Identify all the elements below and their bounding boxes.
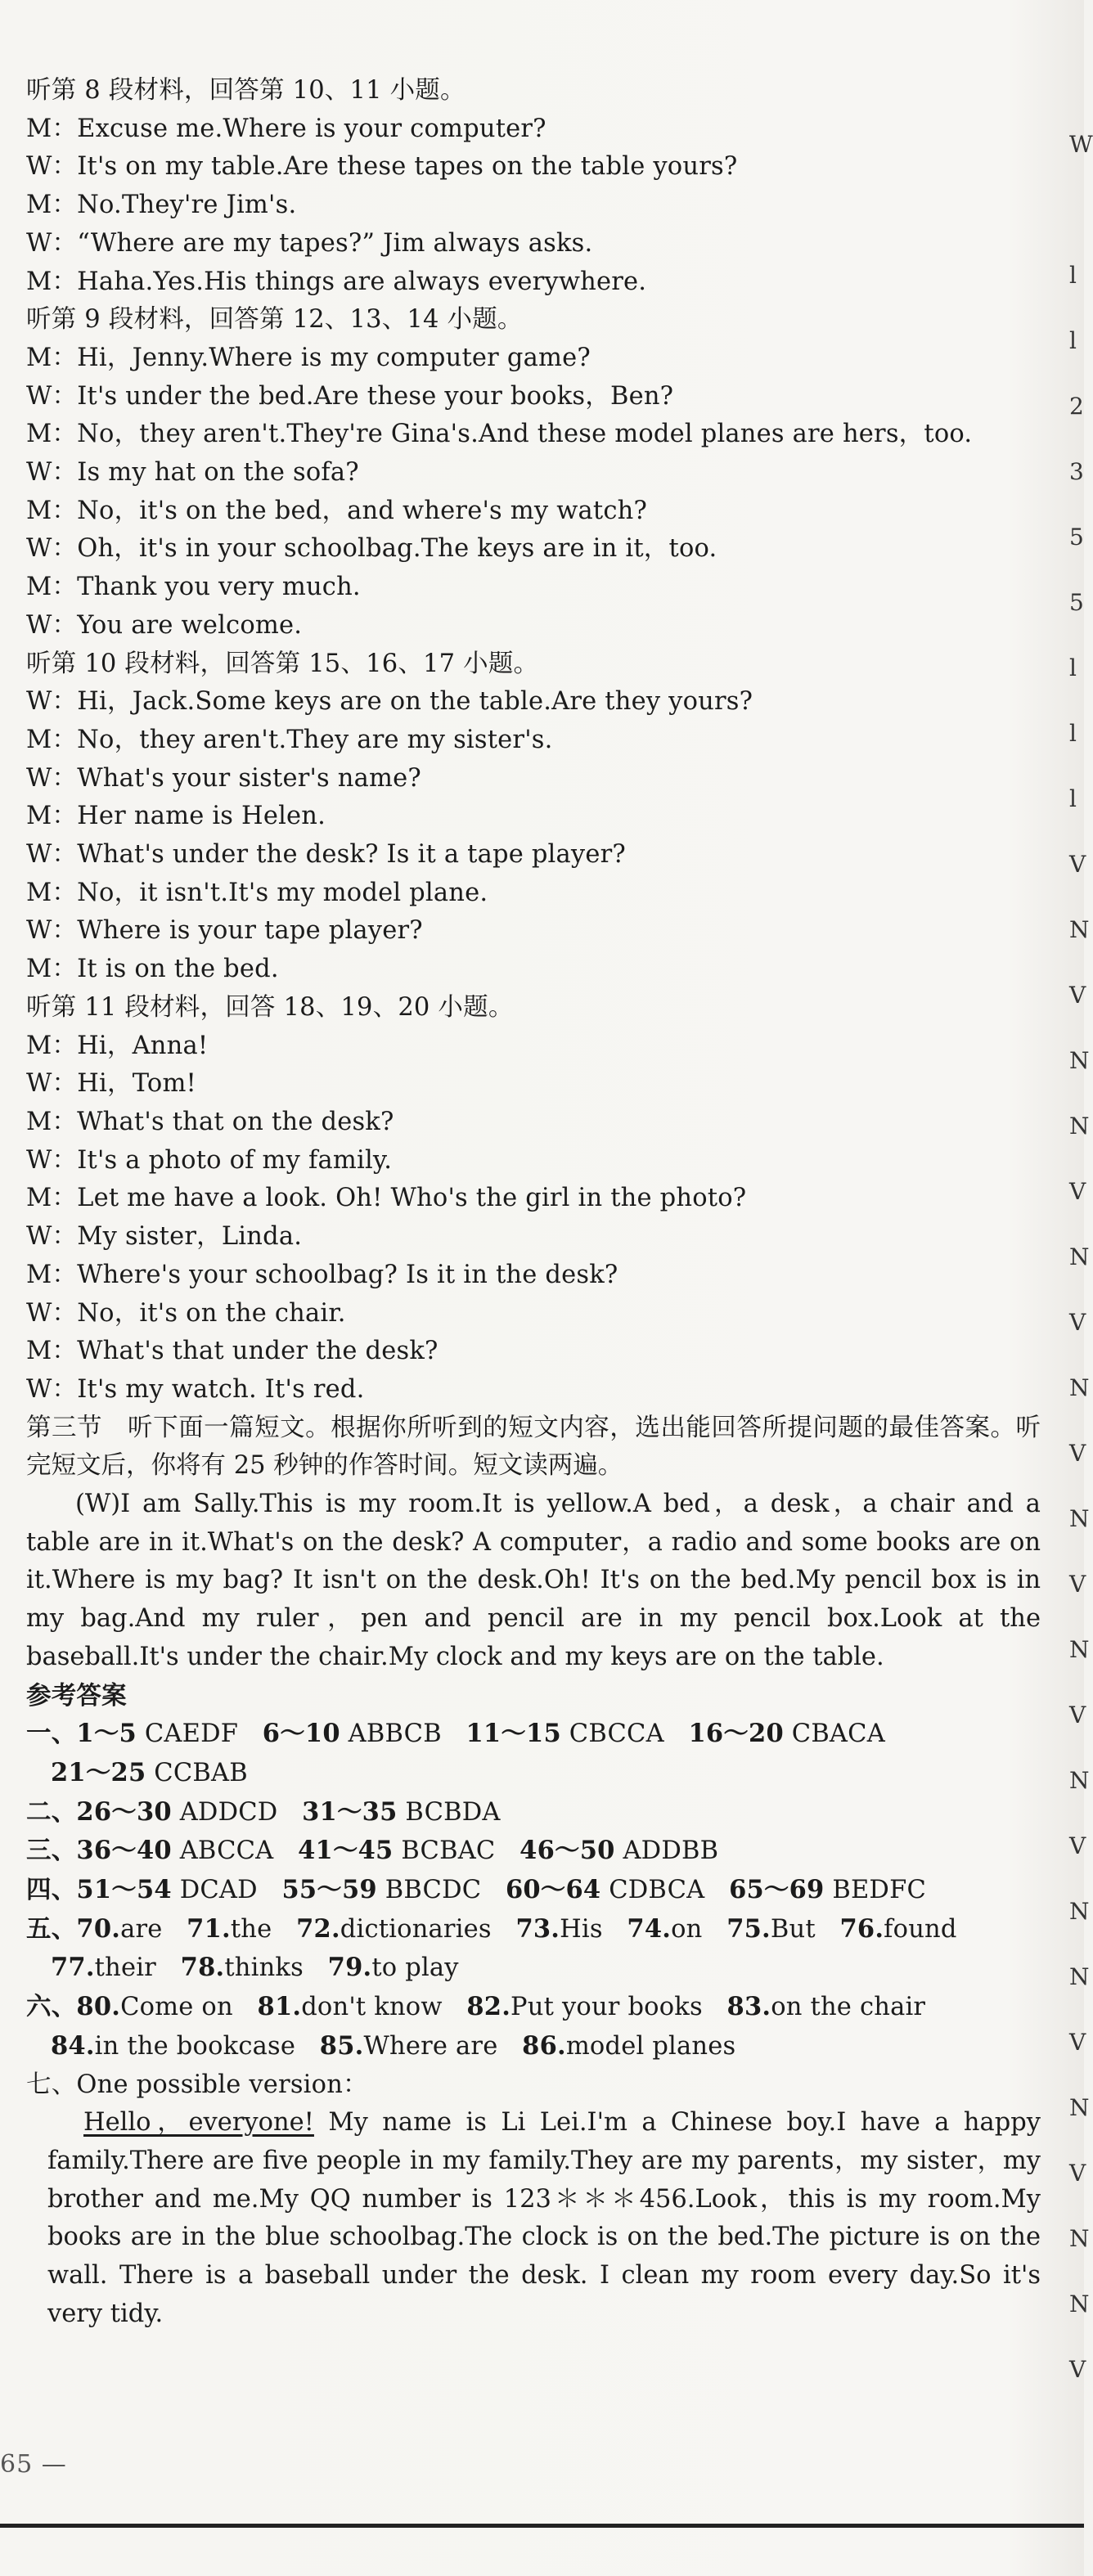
answer-value: BCBDA [397, 1797, 501, 1827]
answer-number: 73. [515, 1913, 560, 1944]
transcript-line: W：You are welcome. [26, 610, 303, 640]
answer-number: 六、80. [26, 1992, 121, 2022]
margin-fragment: N [1069, 1113, 1090, 1140]
answer-number: 三、36～40 [26, 1836, 172, 1866]
essay-body: My name is Li Lei.I'm a Chinese boy.I have a happy family.There are five people in my family.They are my parents，my sister，my brother and me.My QQ number is 123＊＊＊456.Look，this is my room.My books are in the blue schoolbag.The clock is on the bed.The picture is on the wall. There is a baseball under the desk. I clean my room every day.So it's very tidy. [47, 2108, 1041, 2328]
answer-value: BCBAC [393, 1836, 520, 1866]
answer-number: 77. [51, 1953, 95, 1983]
answer-row [26, 1949, 1041, 1988]
margin-fragment: V [1069, 1571, 1086, 1598]
margin-fragment: l [1069, 327, 1077, 354]
answer-row [26, 1832, 1041, 1871]
answer-value: on the chair [771, 1993, 926, 2022]
transcript-line: M：No，they aren't.They are my sister's. [26, 725, 553, 754]
answer-value: Come on [120, 1993, 258, 2022]
answer-value: But [770, 1914, 840, 1944]
answer-value: CBACA [783, 1720, 885, 1749]
margin-fragment: N [1069, 1374, 1090, 1401]
margin-fragment: 2 [1069, 393, 1084, 420]
answer-number: 46～50 [520, 1836, 615, 1866]
answer-value: don't know [301, 1993, 467, 2022]
transcript-line: W：It's on my table.Are these tapes on the table yours? [26, 152, 738, 182]
answer-number: 75. [726, 1913, 771, 1944]
answer-value: BBCDC [376, 1876, 506, 1905]
answer-key-heading: 参考答案 [26, 1680, 127, 1711]
answer-row [26, 1988, 1041, 2027]
transcript-line: M：Let me have a look. Oh! Who's the girl in the photo? [26, 1184, 747, 1213]
margin-fragment: V [1069, 1440, 1086, 1467]
answer-number: 86. [522, 2030, 566, 2061]
answer-number: 74. [627, 1913, 672, 1944]
transcript-line: M：Excuse me.Where is your computer? [26, 114, 546, 143]
answer-number: 82. [466, 1992, 511, 2022]
answer-number: 60～64 [505, 1875, 601, 1905]
answer-number: 84. [51, 2030, 95, 2061]
right-margin-strip [1069, 0, 1093, 2576]
answer-number: 78. [180, 1953, 225, 1983]
transcript-line: M：Hi，Anna! [26, 1031, 209, 1060]
margin-fragment: N [1069, 1636, 1090, 1663]
writing-label: 七、One possible version： [26, 2070, 368, 2099]
transcript-line: W：Oh，it's in your schoolbag.The keys are in it，too. [26, 534, 717, 564]
transcript-line: W：Is my hat on the sofa? [26, 458, 359, 488]
answer-number: 16～20 [688, 1719, 784, 1749]
answer-number: 79. [327, 1953, 372, 1983]
answer-value: in the bookcase [94, 2031, 320, 2061]
margin-fragment: N [1069, 1963, 1090, 1990]
answer-number: 55～59 [281, 1875, 377, 1905]
margin-fragment: N [1069, 2291, 1090, 2318]
answer-number: 41～45 [298, 1836, 394, 1866]
answer-rows [26, 1715, 1041, 2066]
answer-value: are [120, 1914, 187, 1944]
answer-number: 31～35 [302, 1796, 398, 1827]
margin-fragment: V [1069, 2160, 1086, 2187]
answer-value: ABBCB [340, 1720, 466, 1749]
margin-fragment: 3 [1069, 458, 1084, 485]
answer-number: 五、70. [26, 1913, 121, 1944]
margin-fragment: l [1069, 654, 1077, 681]
transcript-line: M：No，it's on the bed，and where's my watch? [26, 496, 648, 525]
answer-row [26, 1715, 1041, 1754]
transcript-line: W：Where is your tape player? [26, 916, 423, 946]
answer-value: ABCCA [171, 1836, 299, 1866]
answer-value: BEDFC [824, 1876, 926, 1905]
listening-transcript [26, 72, 1041, 1409]
transcript-line: M：No，it isn't.It's my model plane. [26, 878, 488, 907]
margin-fragment: V [1069, 851, 1086, 878]
margin-fragment: N [1069, 916, 1090, 943]
transcript-line: W：It's my watch. It's red. [26, 1374, 365, 1404]
answer-value: CBCCA [560, 1720, 689, 1749]
margin-fragment: N [1069, 1505, 1090, 1532]
sample-essay [26, 2104, 1041, 2333]
answer-value: ADDCD [171, 1797, 303, 1827]
transcript-line: M：Thank you very much. [26, 573, 361, 602]
answer-number: 二、26～30 [26, 1796, 172, 1827]
answer-row [26, 1754, 1041, 1793]
transcript-line: M：No.They're Jim's. [26, 191, 297, 220]
section3-instruction: 第三节 听下面一篇短文。根据你所听到的短文内容，选出能回答所提问题的最佳答案。听完短文后，你将有 25 秒钟的作答时间。短文读两遍。 [26, 1413, 1041, 1481]
answer-number: 83. [726, 1992, 771, 2022]
transcript-line: W：What's under the desk? Is it a tape player? [26, 840, 626, 870]
margin-fragment: V [1069, 982, 1086, 1009]
transcript-line: W：What's your sister's name? [26, 763, 421, 793]
transcript-line: M：It is on the bed. [26, 955, 279, 984]
transcript-line: W：“Where are my tapes?” Jim always asks. [26, 228, 593, 258]
transcript-line: M：What's that on the desk? [26, 1107, 394, 1136]
margin-fragment: N [1069, 2094, 1090, 2121]
answer-value: found [884, 1914, 957, 1944]
transcript-line: W：Hi，Jack.Some keys are on the table.Are they yours? [26, 687, 753, 717]
margin-fragment: V [1069, 1309, 1086, 1336]
margin-fragment: V [1069, 2356, 1086, 2383]
margin-fragment: V [1069, 1702, 1086, 1729]
answer-value: CDBCA [600, 1876, 730, 1905]
answer-row [26, 1793, 1041, 1832]
answer-number: 72. [296, 1913, 340, 1944]
margin-fragment: 5 [1069, 589, 1084, 616]
essay-title: Hello，everyone! [83, 2108, 314, 2138]
answer-key [26, 1677, 1041, 2334]
answer-value: Put your books [511, 1993, 727, 2022]
main-column [26, 72, 1041, 2333]
answer-row [26, 1871, 1041, 1910]
margin-fragment: V [1069, 1178, 1086, 1205]
transcript-line: M：No，they aren't.They're Gina's.And these model planes are hers，too. [26, 420, 973, 449]
section3-passage: (W)I am Sally.This is my room.It is yellow.A bed，a desk，a chair and a table are in it.What's on the desk? A computer，a radio and some books are on it.Where is my bag? It isn't on the desk.Oh! It's on the bed.My pencil box is in my bag.And my ruler，pen and pencil are in my pencil box.Look at the baseball.It's under the chair.My clock and my keys are on the table. [26, 1490, 1041, 1671]
answer-value: dictionaries [340, 1914, 516, 1944]
answer-number: 76. [839, 1913, 884, 1944]
margin-fragment: N [1069, 1898, 1090, 1925]
page-number: 65 — [0, 2450, 67, 2479]
bottom-rule [0, 2524, 1084, 2528]
margin-fragment: N [1069, 1047, 1090, 1074]
transcript-line: 听第 9 段材料，回答第 12、13、14 小题。 [26, 305, 523, 335]
answer-number: 一、1～5 [26, 1719, 137, 1749]
margin-fragment: N [1069, 1767, 1090, 1794]
answer-number: 85. [319, 2030, 364, 2061]
answer-value: CCBAB [146, 1758, 248, 1787]
answer-value: Where are [363, 2031, 523, 2061]
transcript-line: 听第 8 段材料，回答第 10、11 小题。 [26, 76, 466, 105]
margin-fragment: l [1069, 785, 1077, 812]
transcript-line: W：It's a photo of my family. [26, 1145, 393, 1175]
answer-number: 71. [187, 1913, 231, 1944]
transcript-line: W：Hi，Tom! [26, 1069, 197, 1099]
margin-fragment: W [1069, 131, 1093, 158]
answer-value: ADDBB [614, 1836, 719, 1866]
transcript-line: 听第 11 段材料，回答 18、19、20 小题。 [26, 992, 514, 1022]
answer-number: 6～10 [262, 1719, 340, 1749]
answer-value: DCAD [171, 1876, 282, 1905]
transcript-line: W：No，it's on the chair. [26, 1298, 346, 1328]
transcript-line: M：What's that under the desk? [26, 1337, 439, 1366]
answer-value: model planes [565, 2031, 736, 2061]
answer-value: His [560, 1914, 627, 1944]
answer-value: to play [371, 1953, 459, 1983]
transcript-line: M：Haha.Yes.His things are always everywhere. [26, 267, 647, 296]
answer-number: 65～69 [729, 1875, 825, 1905]
margin-fragment: l [1069, 262, 1077, 289]
margin-fragment: N [1069, 2225, 1090, 2252]
answer-number: 四、51～54 [26, 1875, 172, 1905]
transcript-line: M：Where's your schoolbag? Is it in the desk? [26, 1260, 618, 1289]
margin-fragment: V [1069, 1832, 1086, 1859]
section3 [26, 1409, 1041, 1677]
transcript-line: W：My sister，Linda. [26, 1222, 303, 1252]
margin-fragment: 5 [1069, 524, 1084, 551]
answer-value: CAEDF [136, 1720, 263, 1749]
answer-value: thinks [224, 1953, 328, 1983]
answer-row [26, 2027, 1041, 2066]
margin-fragment: V [1069, 2029, 1086, 2056]
answer-number: 11～15 [466, 1719, 561, 1749]
answer-number: 81. [257, 1992, 302, 2022]
answer-value: the [230, 1914, 297, 1944]
transcript-line: W：It's under the bed.Are these your books，Ben? [26, 381, 674, 411]
transcript-line: M：Her name is Helen. [26, 802, 326, 831]
transcript-line: M：Hi，Jenny.Where is my computer game? [26, 343, 591, 372]
answer-row [26, 1910, 1041, 1949]
margin-fragment: l [1069, 720, 1077, 747]
margin-fragment: N [1069, 1243, 1090, 1270]
transcript-line: 听第 10 段材料，回答第 15、16、17 小题。 [26, 649, 539, 678]
answer-number: 21～25 [51, 1757, 146, 1787]
answer-value: their [94, 1953, 181, 1983]
answer-value: on [671, 1914, 727, 1944]
